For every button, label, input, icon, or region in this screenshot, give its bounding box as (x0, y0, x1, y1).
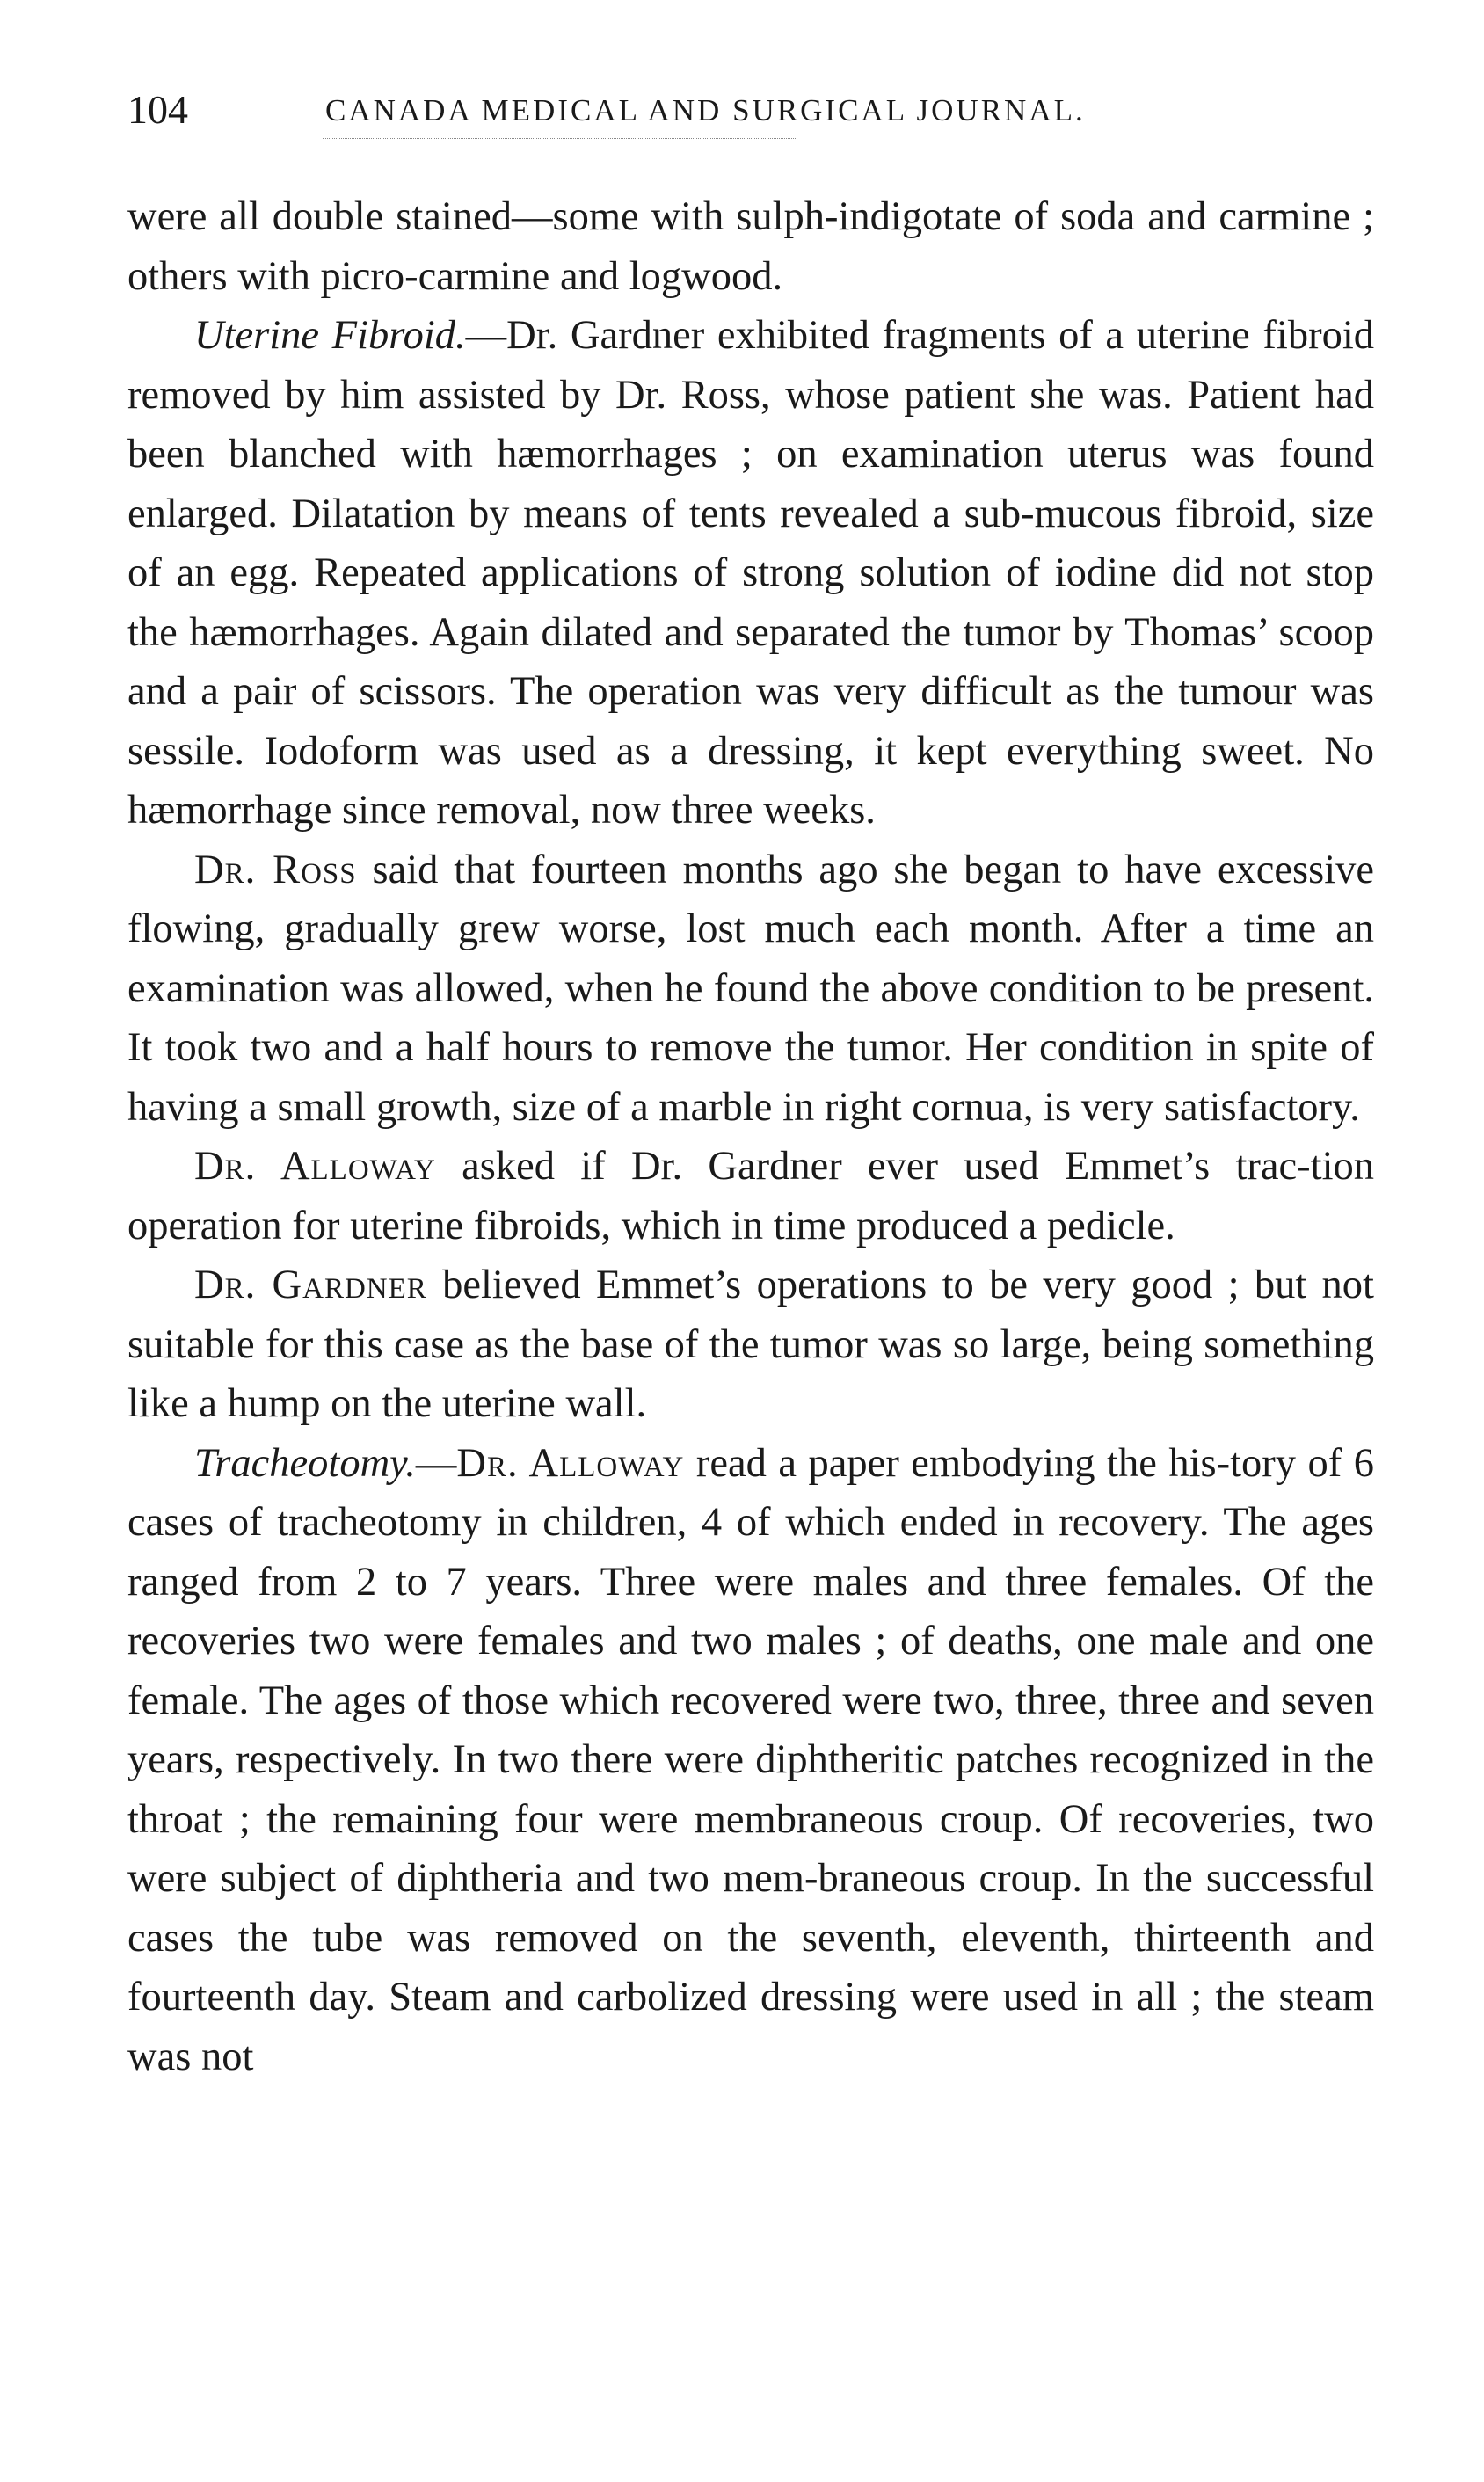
header-rule (323, 138, 797, 139)
running-title: CANADA MEDICAL AND SURGICAL JOURNAL. (325, 93, 1086, 127)
paragraph-text: read a paper embodying the his-tory of 6 cases of tracheotomy in children, 4 of which ended in recovery. The ages ranged from 2 to 7 years. Three were males and three females. Of the recoveries two were females and two males ; of deaths, one male and one female. The ages of those which recovered were two, three, three and seven years, respectively. In two there were diphtheritic patches recognized in the throat ; the remaining four were membraneous croup. Of recoveries, two were subject of diphtheria and two mem-braneous croup. In the successful cases the tube was removed on the seventh, eleventh, thirteenth and fourteenth day. Steam and carbolized dressing were used in all ; the steam was not (127, 1440, 1374, 2079)
paragraph-text: believed Emmet’s operations to be very good ; but not suitable for this case as the base of the tumor was so large, being something like a hump on the uterine wall. (127, 1263, 1374, 1426)
paragraph-text: asked if Dr. Gardner ever used Emmet’s trac-tion operation for uterine fibroids, which in time produced a pedicle. (127, 1144, 1374, 1248)
paragraph-uterine-fibroid (127, 306, 1374, 841)
speaker-name: Dr. Gardner (194, 1263, 427, 1307)
paragraph-text: were all double stained—some with sulph-indigotate of soda and carmine ; others with picro-carmine and logwood. (127, 194, 1374, 299)
heading-dash: — (415, 1440, 457, 1486)
paragraph-tracheotomy (127, 1434, 1374, 2087)
speaker-name: Dr. Ross (194, 847, 357, 892)
speaker-name: Dr. Alloway (194, 1144, 436, 1189)
section-heading-uterine-fibroid: Uterine Fibroid. (194, 313, 466, 358)
paragraph-dr-ross (127, 841, 1374, 1138)
speaker-name: Dr. Alloway (456, 1440, 685, 1486)
paragraph-continuation (127, 187, 1374, 306)
article-body (127, 187, 1374, 2086)
journal-page (127, 84, 1374, 2086)
paragraph-dr-gardner (127, 1256, 1374, 1434)
page-number: 104 (127, 87, 188, 132)
section-heading-tracheotomy: Tracheotomy. (194, 1440, 416, 1486)
paragraph-dr-alloway (127, 1137, 1374, 1256)
page-header (127, 84, 1374, 154)
paragraph-text: —Dr. Gardner exhibited fragments of a uterine fibroid removed by him assisted by Dr. Ross, whose patient she was. Patient had been blanched with hæmorrhages ; on examination uterus was found enlarged. Dilatation by means of tents revealed a sub-mucous fibroid, size of an egg. Repeated applications of strong solution of iodine did not stop the hæmorrhages. Again dilated and separated the tumor by Thomas’ scoop and a pair of scissors. The operation was very difficult as the tumour was sessile. Iodoform was used as a dressing, it kept everything sweet. No hæmorrhage since removal, now three weeks. (127, 313, 1374, 833)
paragraph-text: said that fourteen months ago she began to have excessive flowing, gradually grew worse, lost much each month. After a time an examination was allowed, when he found the above condition to be present. It took two and a half hours to remove the tumor. Her condition in spite of having a small growth, size of a marble in right cornua, is very satisfactory. (127, 847, 1374, 1130)
